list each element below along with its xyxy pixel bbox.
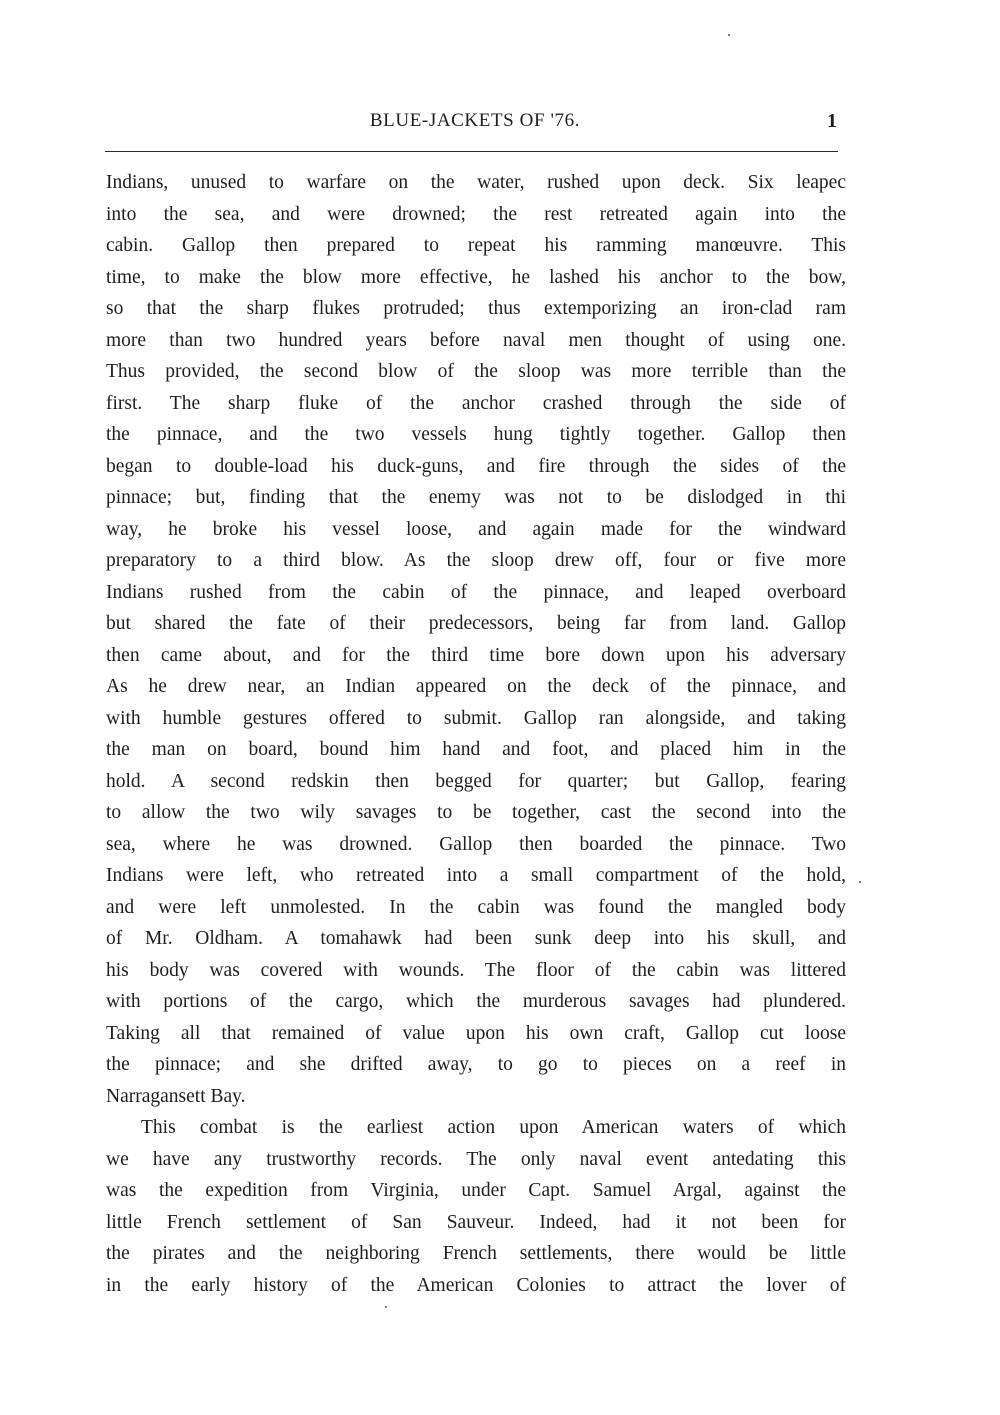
text-line: hold. A second redskin then begged for quarter; but Gallop, fearing [106,770,846,792]
text-line: Indians were left, who retreated into a small compartment of the hold, [106,865,846,886]
text-line: Thus provided, the second blow of the sloop was more terrible than the [106,361,846,382]
paragraph-1 [106,167,846,1112]
text-line: the man on board, bound him hand and foot, and placed him in the [106,739,846,760]
text-line: his body was covered with wounds. The floor of the cabin was littered [106,959,846,981]
text-line: Narragansett Bay. [106,1085,246,1107]
text-line: in the early history of the American Colonies to attract the lover of [106,1274,846,1296]
header-rule [105,151,838,152]
running-title: BLUE-JACKETS OF '76. [369,110,581,131]
text-line: then came about, and for the third time bore down upon his adversary [106,644,846,666]
text-line: way, he broke his vessel loose, and again made for the windward [106,518,846,540]
running-header [105,106,845,136]
paragraph-2 [106,1112,846,1301]
text-line: into the sea, and were drowned; the rest retreated again into the [106,203,846,225]
text-line: Indians rushed from the cabin of the pinnace, and leaped overboard [106,581,846,603]
text-line: preparatory to a third blow. As the sloop drew off, four or five more [106,550,846,571]
text-line: and were left unmolested. In the cabin was found the mangled body [106,896,846,918]
text-line: first. The sharp fluke of the anchor crashed through the side of [106,392,846,414]
text-line: the pinnace; and she drifted away, to go to pieces on a reef in [106,1054,846,1075]
text-line: was the expedition from Virginia, under Capt. Samuel Argal, against the [106,1180,846,1201]
text-line: the pinnace, and the two vessels hung tightly together. Gallop then [106,424,846,445]
scan-speck [385,1306,387,1308]
text-line: of Mr. Oldham. A tomahawk had been sunk deep into his skull, and [106,928,846,949]
text-line: sea, where he was drowned. Gallop then boarded the pinnace. Two [106,833,846,855]
text-line: the pirates and the neighboring French settlements, there would be little [106,1243,846,1264]
body-text [106,167,846,1301]
text-line: This combat is the earliest action upon American waters of which [141,1117,846,1138]
text-line: more than two hundred years before naval men thought of using one. [106,329,846,351]
text-line: but shared the fate of their predecessors, being far from land. Gallop [106,613,846,634]
scan-speck [728,34,730,36]
text-line: so that the sharp flukes protruded; thus extemporizing an iron-clad ram [106,298,846,319]
scan-speck [859,881,861,883]
page-number: 1 [827,110,837,132]
text-line: with portions of the cargo, which the murderous savages had plundered. [106,991,846,1012]
text-line: with humble gestures offered to submit. Gallop ran alongside, and taking [106,707,846,729]
text-line: Taking all that remained of value upon his own craft, Gallop cut loose [106,1022,846,1044]
text-line: to allow the two wily savages to be together, cast the second into the [106,802,846,823]
text-line: little French settlement of San Sauveur. Indeed, had it not been for [106,1211,846,1233]
text-line: pinnace; but, finding that the enemy was not to be dislodged in thi [106,487,846,508]
text-line: Indians, unused to warfare on the water, rushed upon deck. Six leapec [106,172,846,193]
text-line: cabin. Gallop then prepared to repeat his ramming manœuvre. This [106,235,846,256]
text-line: began to double-load his duck-guns, and fire through the sides of the [106,455,846,477]
text-line: we have any trustworthy records. The only naval event antedating this [106,1148,846,1170]
text-line: As he drew near, an Indian appeared on the deck of the pinnace, and [106,676,846,697]
text-line: time, to make the blow more effective, he lashed his anchor to the bow, [106,266,846,288]
